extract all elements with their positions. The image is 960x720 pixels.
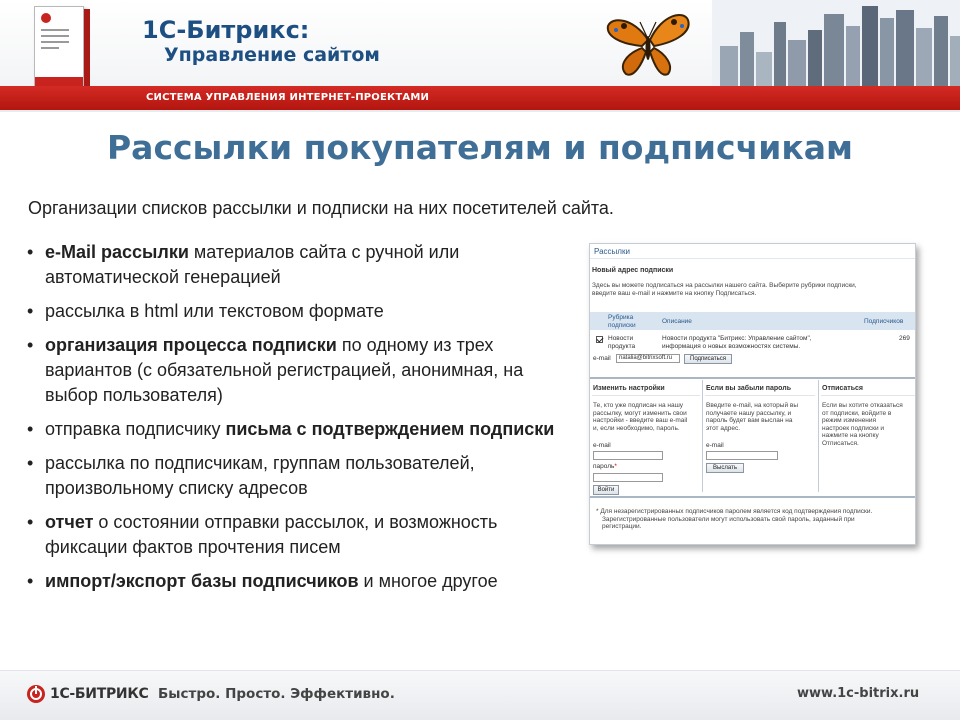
intro-text: Организации списков рассылки и подписки на них посетителей сайта. (28, 198, 614, 218)
change-email-label: e-mail (593, 442, 611, 449)
list-item (26, 299, 560, 324)
text-line: Если вы хотите отказаться (822, 402, 903, 409)
feature-list (26, 240, 560, 603)
butterfly-icon (604, 10, 692, 80)
screenshot-title: Рассылки (594, 247, 630, 256)
list-item (26, 417, 560, 442)
bullet-marker: • (27, 453, 34, 473)
item-text: рассылка в html или текстовом формате (45, 301, 384, 321)
list-item (26, 333, 560, 408)
text-line: настройки - введите ваш e-mail (593, 417, 688, 424)
footnote-line: регистрации. (602, 523, 642, 530)
list-item (26, 510, 560, 560)
item-text: и многое другое (358, 571, 498, 591)
brand-subtitle: Управление сайтом (164, 44, 380, 66)
text-line: режим изменения (822, 417, 877, 424)
bullet-marker: • (27, 571, 34, 591)
item-text: о состоянии отправки рассылок, и возможность фиксации фактов прочтения писем (45, 512, 498, 557)
text-line: получаете нашу рассылку, и (706, 409, 792, 417)
password-label (593, 463, 617, 470)
divider (590, 496, 916, 498)
box-stripe (41, 47, 59, 49)
text-line: Введите e-mail, на который вы (706, 402, 799, 409)
forgot-password-title: Если вы забыли пароль (706, 385, 792, 392)
password-field[interactable] (593, 473, 663, 482)
email-field[interactable]: natalia@bitrixsoft.ru (616, 354, 680, 363)
subscribe-button[interactable]: Подписаться (684, 354, 732, 364)
cell-line: Новости (608, 335, 634, 342)
box-stripe (41, 35, 69, 37)
divider (821, 395, 915, 396)
slide-title: Рассылки покупателям и подписчикам (106, 128, 853, 167)
divider (590, 377, 916, 379)
forgot-email-field[interactable] (706, 451, 778, 460)
red-band (0, 86, 960, 110)
text-line: этот адрес. (706, 424, 741, 432)
subscriber-count: 269 (899, 335, 910, 342)
divider (592, 395, 700, 396)
item-text: отправка подписчику (45, 419, 226, 439)
required-mark: * (614, 463, 617, 470)
column-divider (702, 380, 703, 492)
send-password-button[interactable]: Выслать (706, 463, 744, 473)
item-bold: импорт/экспорт базы подписчиков (45, 571, 359, 591)
bullet-marker: • (27, 242, 34, 262)
section-title: Новый адрес подписки (592, 267, 674, 274)
bullet-marker: • (27, 335, 34, 355)
footer-url[interactable]: www.1c-bitrix.ru (797, 686, 920, 701)
change-email-field[interactable] (593, 451, 663, 460)
item-text: по одному из трех вариантов (с обязательной регистрацией, анонимная, на выбор пользователя) (45, 335, 524, 405)
cell-line: информация о новых возможностях системы. (662, 343, 801, 350)
text-line: Те, кто уже подписан на нашу (593, 402, 684, 409)
list-item (26, 240, 560, 290)
cell-line: Новости продукта "Битрикс: Управление сайтом", (662, 335, 812, 342)
forgot-password-text (706, 402, 798, 432)
box-logo-icon (41, 13, 51, 23)
rubric-checkbox[interactable] (596, 336, 603, 343)
list-item (26, 569, 560, 594)
text-line: от подписки, войдите в (822, 409, 892, 417)
item-bold: e-Mail рассылки (45, 242, 189, 262)
text-line: нажмите на кнопку (822, 432, 879, 439)
footer-logo-text: 1С-БИТРИКС (50, 686, 149, 702)
bullet-marker: • (27, 419, 34, 439)
text-line: Отписаться. (822, 439, 859, 447)
divider (705, 395, 815, 396)
description-line: Здесь вы можете подписаться на рассылки нашего сайта. Выберите рубрики подписки, (592, 282, 857, 289)
text-line: и, если необходимо, пароль. (593, 424, 680, 432)
footer-slogan: Быстро. Просто. Эффективно. (158, 686, 395, 702)
column-header-description: Описание (662, 318, 692, 325)
footnote-line: * Для незарегистрированных подписчиков паролем является код подтверждения подписки. (596, 508, 873, 515)
forgot-email-label: e-mail (706, 442, 724, 449)
bitrix-logo-icon (26, 684, 46, 704)
column-header-subscribers: Подписчиков (864, 318, 904, 325)
text-line: пароль будет вам выслан на (706, 417, 793, 424)
cell-line: продукта (608, 343, 636, 350)
subscription-screenshot (589, 243, 916, 545)
city-skyline-image (712, 0, 960, 86)
item-text: рассылка по подписчикам, группам пользователей, произвольному списку адресов (45, 453, 475, 498)
header-tagline: СИСТЕМА УПРАВЛЕНИЯ ИНТЕРНЕТ-ПРОЕКТАМИ (146, 92, 430, 103)
unsubscribe-text (822, 402, 903, 447)
box-stripe (41, 41, 69, 43)
slide-header (0, 0, 960, 112)
brand-title: 1С-Битрикс: (142, 16, 310, 44)
footnote (596, 508, 872, 531)
item-bold: письма с подтверждением подписки (225, 419, 555, 439)
email-label: e-mail (593, 355, 611, 362)
column-header-rubric (608, 314, 636, 330)
rubric-name (608, 335, 635, 351)
item-text: материалов сайта с ручной или автоматической генерацией (45, 242, 460, 287)
divider (590, 258, 916, 259)
rubric-description (662, 335, 812, 351)
bullet-marker: • (27, 301, 34, 321)
column-divider (818, 380, 819, 492)
password-label-text: пароль (593, 463, 615, 470)
footnote-line: Зарегистрированные пользователи могут использовать свой пароль, заданный при (602, 515, 855, 523)
box-stripe (41, 29, 69, 31)
change-settings-text (593, 402, 687, 432)
unsubscribe-title: Отписаться (822, 385, 863, 392)
text-line: рассылку, могут изменить свои (593, 409, 687, 417)
text-line: настроек подписки и (822, 424, 885, 432)
header-line: подписки (608, 322, 636, 329)
description-line: введите ваш e-mail и нажмите на кнопку Подписаться. (592, 290, 757, 297)
item-bold: отчет (45, 512, 94, 532)
item-bold: организация процесса подписки (45, 335, 337, 355)
change-settings-title: Изменить настройки (593, 385, 665, 392)
header-line: Рубрика (608, 314, 634, 321)
login-button[interactable]: Войти (593, 485, 619, 495)
section-description (592, 282, 857, 298)
bullet-marker: • (27, 512, 34, 532)
list-item (26, 451, 560, 501)
